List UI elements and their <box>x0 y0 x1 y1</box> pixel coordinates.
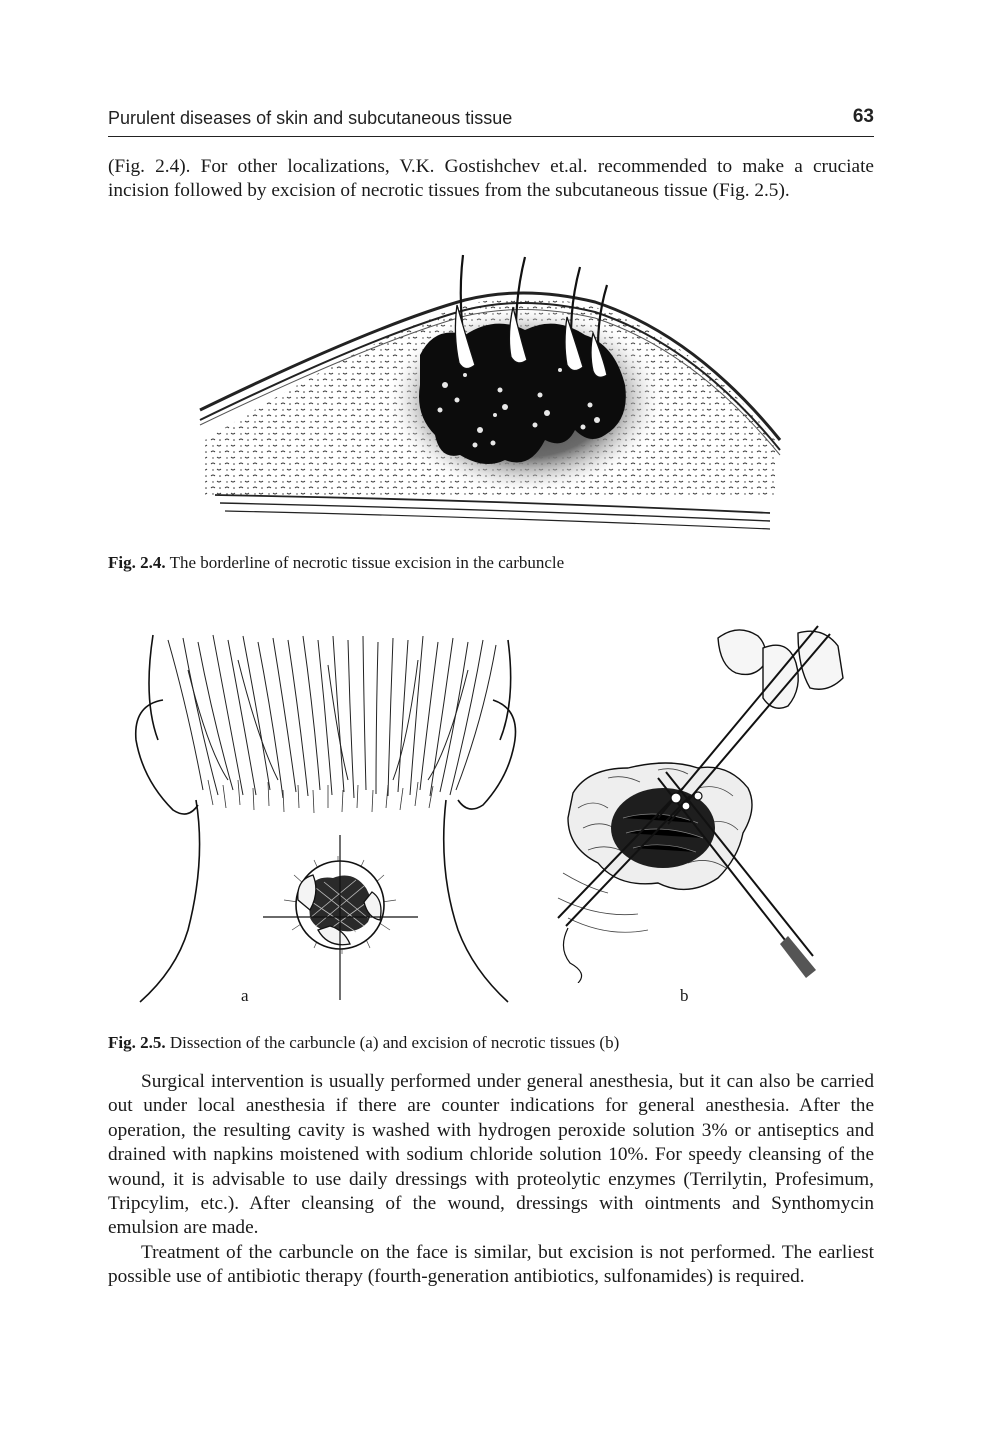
figure-2-5-label: Fig. 2.5. <box>108 1033 166 1052</box>
paragraph-surgical-intervention: Surgical intervention is usually performed under general anesthesia, but it can also be carried out under local anesthesia if there are counter indications for general anesthesia. After the operation, the resulting cavity is washed with hydrogen peroxide solution 3% or antiseptics and drained with napkins moistened with sodium chloride solution 10%. For speedy cleansing of the wound, it is advisable to use daily dressings with proteolytic enzymes (Terrilytin, Profesimum, Tripcylim, etc.). After cleansing of the wound, dressings with ointments and Synthomycin emulsion are made. <box>108 1071 874 1239</box>
running-title: Purulent diseases of skin and subcutaneous tissue <box>108 108 513 128</box>
paragraph-face-treatment: Treatment of the carbuncle on the face is similar, but excision is not performed. The earliest possible use of antibiotic therapy (fourth-generation antibiotics, sulfonamides) is required. <box>108 1241 874 1288</box>
figure-2-4-label: Fig. 2.4. <box>108 553 166 572</box>
figure-2-5-caption-text: Dissection of the carbuncle (a) and excision of necrotic tissues (b) <box>169 1033 620 1052</box>
neck-incision-drawing <box>128 630 518 1010</box>
panel-b-label: b <box>680 986 689 1005</box>
intro-paragraph: (Fig. 2.4). For other localizations, V.K. Gostishchev et.al. recommended to make a cruciate incision followed by excision of necrotic tissues from the subcutaneous tissue (Fig. 2.5). <box>108 156 874 202</box>
figure-2-5-caption <box>108 1033 619 1053</box>
figure-2-4-caption-text: The borderline of necrotic tissue excision in the carbuncle <box>169 553 565 572</box>
figure-2-5a-illustration <box>128 630 518 1010</box>
carbuncle-cross-section-drawing <box>195 245 785 535</box>
figure-2-4-illustration <box>195 245 785 535</box>
main-text <box>108 1070 874 1290</box>
running-header <box>108 106 874 137</box>
excision-forceps-drawing <box>548 618 848 983</box>
figure-2-4-caption <box>108 553 564 573</box>
page-number: 63 <box>852 106 874 127</box>
figure-2-5b-illustration <box>548 618 848 983</box>
panel-a-label: a <box>241 986 249 1005</box>
